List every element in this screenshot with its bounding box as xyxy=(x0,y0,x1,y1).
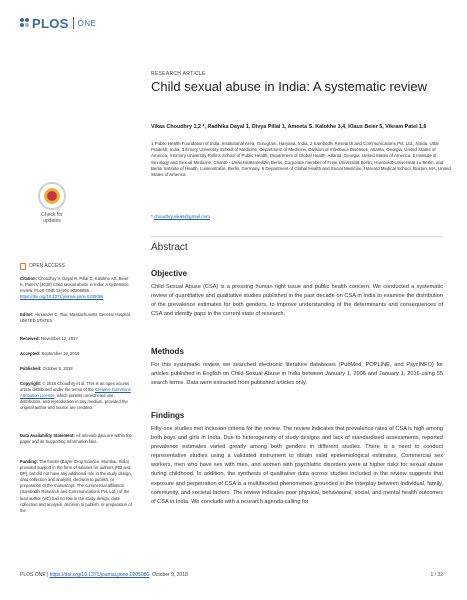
footer-doi-link[interactable]: https://doi.org/10.1371/journal.pone.0205086 xyxy=(49,572,150,578)
logo-subtitle: ONE xyxy=(77,18,97,28)
page-footer xyxy=(20,572,443,578)
divider xyxy=(151,236,443,237)
citation-doi-link[interactable]: https://doi.org/10.1371/journal.pone.0205086 xyxy=(20,294,104,300)
plos-logo-icon xyxy=(20,18,30,28)
funding-block: Funding: The funder (Bayer Crop Science, Mumbai, India) provided support in the form of salaries for authors (RD and DP), but did not have any additional role in the study design, data collection and analysis, decision to publish, or preparation of the manuscript. The commercial affiliation (Sambodhi Research and Communications Pvt. Ltd.) of the lead author (VC) had no role in the study design, data collection and analysis, decision to publish, or preparation of the xyxy=(20,459,132,513)
email-link[interactable]: choudhry.vikas@gmail.com xyxy=(154,214,210,219)
open-access-label: OPEN ACCESS xyxy=(29,262,65,269)
footer-journal: PLOS ONE xyxy=(20,572,46,578)
license-link[interactable]: Creative Commons Attribution License xyxy=(20,387,131,399)
published-block: Published: October 9, 2018 xyxy=(20,366,73,371)
corresponding-email xyxy=(151,214,210,219)
editor-block: Editor: Alexander C. Tsai, Massachusetts General Hospital, UNITED STATES xyxy=(20,312,131,324)
logo-text: PLOS xyxy=(32,15,69,31)
received-block: Received: November 12, 2017 xyxy=(20,336,78,341)
article-type: RESEARCH ARTICLE xyxy=(151,71,206,77)
accepted-block: Accepted: September 19, 2018 xyxy=(20,351,80,356)
methods-text: For this systematic review, we searched electronic literature databases (PubMed, POPLINE, and PsycINFO) for articles published in English on Child Sexual Abuse in India between January 1, 2006 and January 1, 2016 using 55 search terms. Data were extracted from published articles only. xyxy=(151,362,443,387)
citation-text: Choudhry V, Dayal R, Pillai D, Kalokhe AS, Beier K, Patel V (2018) Child sexual abuse in India: A systematic review. PLoS ONE 13(10): e0205086. xyxy=(20,276,129,294)
open-access-badge xyxy=(20,262,65,269)
open-access-lock-icon xyxy=(20,263,26,270)
affiliations: 1 Public Health Foundation of India, Institutional Area, Gurugram, Haryana, India, 2 Sambodhi Research and Communications Pvt. Ltd., Noida, Uttar Pradesh, India, 3 Emory University School of Medicine, Department of Medicine, Division of Infectious Diseases, Atlanta, Georgia, United States of America, 4 Emory University Rollins School of Public Health, Department of Global Health, Atlanta, Georgia, United States of America, 5 Institute of Sexology and Sexual Medicine, Charité - Universitätsmedizin Berlin, Corporate member of Freie Universität Berlin, Humboldt-Universität zu Berlin, and Berlin Institute of Health, Luisenstraße, Berlin, Germany, 6 Department of Global Health and Social Medicine, Harvard Medical School, Boston, MA, United States of America xyxy=(151,141,451,178)
published-date: October 9, 2018 xyxy=(42,366,73,371)
data-availability-block: Data Availability Statement: All relevant data are within the paper and its Supporting Information files. xyxy=(20,433,132,445)
page-number: 1 / 32 xyxy=(430,572,443,578)
findings-text: Fifty-one studies met inclusion criteria for the review. The review indicates that prevalence rates of CSA is high among both boys and girls in India. Due to heterogeneity of study designs and lack of standardised assessments, reported prevalence estimates varied greatly among both genders in different studies. There is a need to conduct representative studies using a validated instrument to obtain valid epidemiological estimates. Commercial sex workers, men who have sex with men, and women with psychiatric disorders were at higher risks for sexual abuse during childhood. In addition, the synthesis of qualitative data across studies included in the review suggests that exposure and perpetration of CSA is a multifaceted phenomenon grounded in the interplay between individual, family, community, and societal factors. The review indicates poor physical, behavioural, social, and mental health outcomes of CSA in India. We conclude with a research agenda calling for xyxy=(151,426,443,505)
plos-one-logo xyxy=(20,13,96,33)
article-title: Child sexual abuse in India: A systematic review xyxy=(151,79,428,94)
check-updates-label: Check for updates xyxy=(41,212,63,224)
logo-divider xyxy=(73,17,74,29)
check-for-updates-badge[interactable] xyxy=(31,182,73,232)
footer-left: PLOS ONE | https://doi.org/10.1371/journal.pone.0205086 October 9, 2018 xyxy=(20,572,188,578)
objective-text: Child Sexual Abuse (CSA) is a pressing human right issue and public health concern. We conducted a systematic review of quantitative and qualitative studies published in the past decade on CSA in India to examine the distribution of the prevalence estimates for both genders, to improve understanding of the determinants and consequences of CSA and identify gaps in the current state of research. xyxy=(151,284,443,318)
crossmark-icon xyxy=(38,182,66,210)
findings-heading: Findings xyxy=(151,411,185,420)
citation-block: Citation: Choudhry V, Dayal R, Pillai D, Kalokhe AS, Beier K, Patel V (2018) Child sexual abuse in India: A systematic review. PLoS ONE 13(10): e0205086. https://doi.org/10.1371/journal.pone.0205086 xyxy=(20,276,129,300)
abstract-heading: Abstract xyxy=(151,242,188,253)
email-asterisk: * xyxy=(151,214,153,219)
copyright-block: Copyright: © 2018 Choudhry et al. This is an open access article distributed under the terms of the Creative Commons Attribution License, which permits unrestricted use, distribution, and reproduction in any medium, provided the original author and source are credited. xyxy=(20,381,131,411)
footer-date: October 9, 2018 xyxy=(151,572,188,578)
methods-heading: Methods xyxy=(151,347,184,356)
accepted-date: September 19, 2018 xyxy=(41,351,80,356)
received-date: November 12, 2017 xyxy=(40,336,78,341)
author-list: Vikas Choudhry 1,2 *, Radhika Dayal 1, Divya Pillai 1, Ameeta S. Kalokhe 3,4, Klaus Beier 5, Vikram Patel 1,6 xyxy=(151,124,427,130)
editor-text: Alexander C. Tsai, Massachusetts General Hospital, UNITED STATES xyxy=(20,312,131,324)
objective-heading: Objective xyxy=(151,269,188,278)
